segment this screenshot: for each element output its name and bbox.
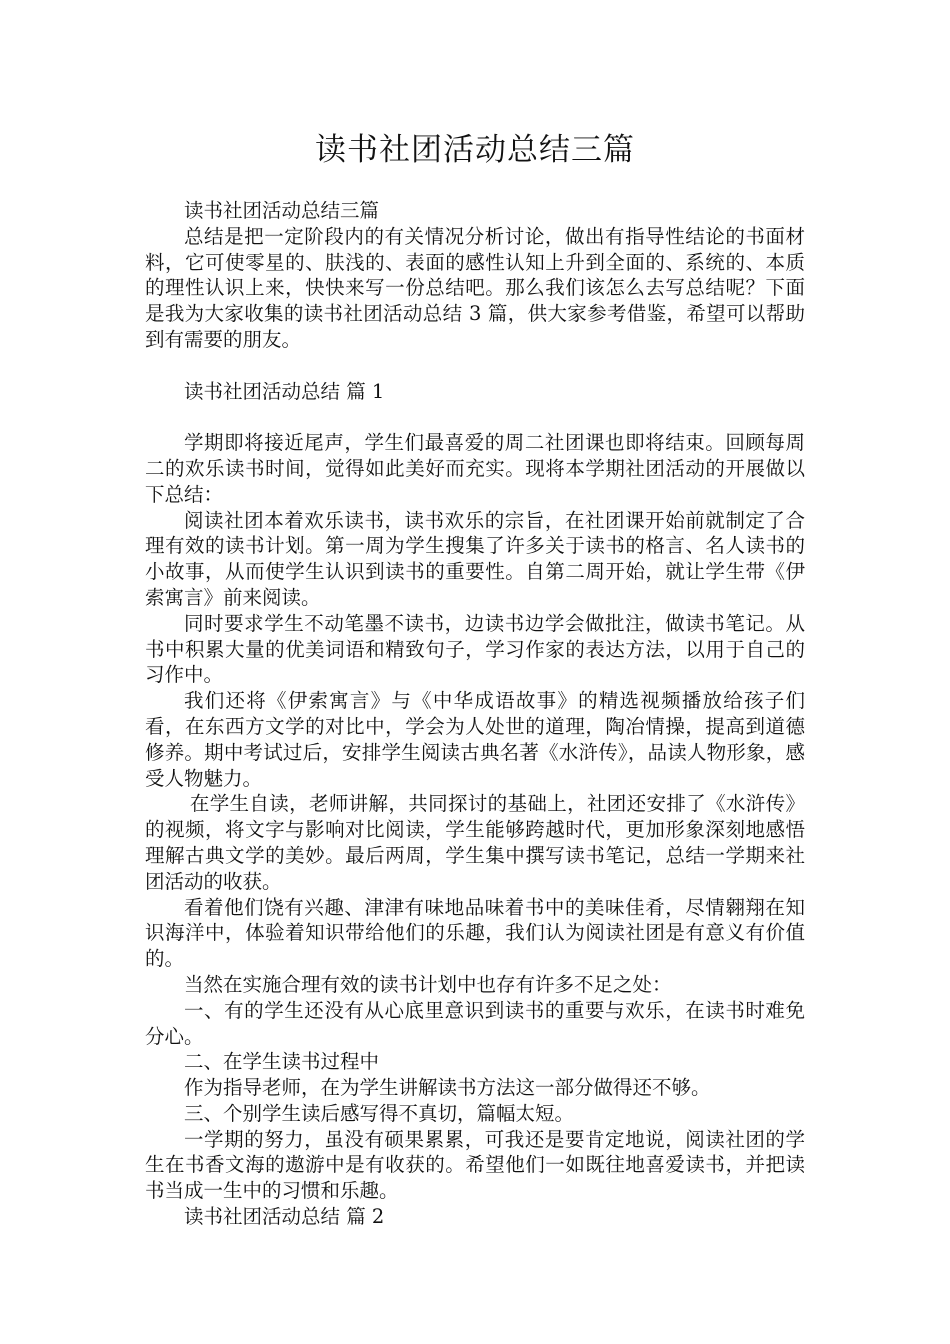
list-item: 二、在学生读书过程中 [184,1050,380,1074]
paragraph: 一学期的努力，虽没有硕果累累，可我还是要肯定地说，阅读社团的学生在书香文海的遨游中是有收获的。希望他们一如既往地喜爱读书，并把读书当成一生中的习惯和乐趣。 [145,1127,805,1203]
list-item: 一、有的学生还没有从心底里意识到读书的重要与欢乐，在读书时难免分心。 [145,998,805,1048]
section-heading-2: 读书社团活动总结 篇 2 [184,1205,385,1229]
document-body [145,198,805,1230]
paragraph: 学期即将接近尾声，学生们最喜爱的周二社团课也即将结束。回顾每周二的欢乐读书时间，觉得如此美好而充实。现将本学期社团活动的开展做以下总结： [145,431,805,506]
paragraph-intro: 总结是把一定阶段内的有关情况分析讨论，做出有指导性结论的书面材料，它可使零星的、肤浅的、表面的感性认知上升到全面的、系统的、本质的理性认识上来，快快来写一份总结吧。那么我们该怎么去写总结呢？下面是我为大家收集的读书社团活动总结 3 篇，供大家参考借鉴，希望可以帮助到有需要的朋友。 [145,224,805,351]
paragraph: 阅读社团本着欢乐读书，读书欢乐的宗旨，在社团课开始前就制定了合理有效的读书计划。第一周为学生搜集了许多关于读书的格言、名人读书的小故事，从而使学生认识到读书的重要性。自第二周开始，就让学生带《伊索寓言》前来阅读。 [145,508,805,609]
paragraph: 同时要求学生不动笔墨不读书，边读书边学会做批注，做读书笔记。从书中积累大量的优美词语和精致句子，学习作家的表达方法，以用于自己的习作中。 [145,611,805,687]
paragraph: 看着他们饶有兴趣、津津有味地品味着书中的美味佳肴，尽情翱翔在知识海洋中，体验着知识带给他们的乐趣，我们认为阅读社团是有意义有价值的。 [145,895,805,971]
paragraph: 当然在实施合理有效的读书计划中也存有许多不足之处： [184,972,672,996]
paragraph: 我们还将《伊索寓言》与《中华成语故事》的精选视频播放给孩子们看，在东西方文学的对比中，学会为人处世的道理，陶冶情操，提高到道德修养。期中考试过后，安排学生阅读古典名著《水浒传》，品读人物形象，感受人物魅力。 [145,689,805,790]
list-item: 三、个别学生读后感写得不真切，篇幅太短。 [184,1101,575,1125]
paragraph: 在学生自读，老师讲解，共同探讨的基础上，社团还安排了《水浒传》的视频，将文字与影响对比阅读，学生能够跨越时代，更加形象深刻地感悟理解古典文学的美妙。最后两周，学生集中撰写读书笔记，总结一学期来社团活动的收获。 [145,792,805,893]
paragraph: 作为指导老师，在为学生讲解读书方法这一部分做得还不够。 [184,1076,711,1100]
paragraph-subtitle: 读书社团活动总结三篇 [184,199,380,222]
section-heading-1: 读书社团活动总结 篇 1 [184,379,385,403]
document-title: 读书社团活动总结三篇 [315,132,635,168]
